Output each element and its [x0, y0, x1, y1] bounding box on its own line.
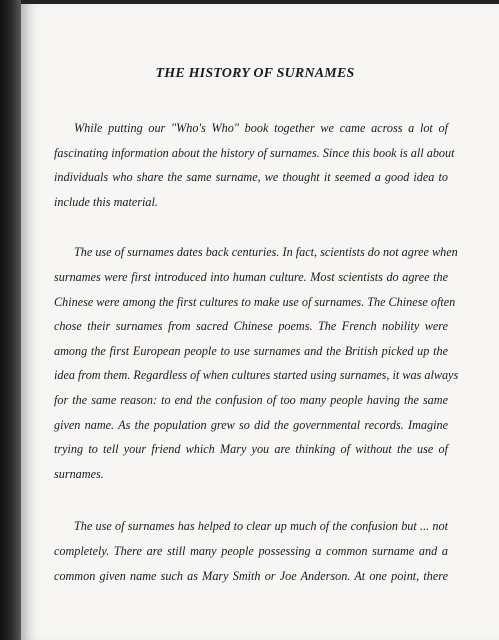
paragraph-2: [54, 240, 459, 486]
paragraph-line: fascinating information about the history of surnames. Since this book is all about: [54, 145, 455, 160]
paragraph-line: surnames were first introduced into human culture. Most scientists do agree the: [54, 269, 448, 284]
paragraph-1: [54, 116, 455, 214]
paragraph-gap: [54, 214, 448, 240]
paragraph-line: trying to tell your friend which Mary you are thinking of without the use of: [54, 442, 448, 457]
paragraph-line: chose their surnames from sacred Chinese poems. The French nobility were: [54, 319, 448, 334]
paragraph-line: completely. There are still many people possessing a common surname and a: [54, 543, 448, 558]
paragraph-line: individuals who share the same surname, we thought it seemed a good idea to: [54, 170, 448, 185]
paragraph-line: for the same reason: to end the confusion of too many people having the same: [54, 392, 448, 407]
paragraph-line: While putting our "Who's Who" book together we came across a lot of: [74, 121, 448, 135]
paragraph-line: The use of surnames has helped to clear up much of the confusion but ... not: [74, 519, 448, 534]
paragraph-3: [54, 514, 448, 588]
paragraph-line: Chinese were among the first cultures to make use of surnames. The Chinese often: [54, 294, 456, 309]
paragraph-line: common given name such as Mary Smith or Joe Anderson. At one point, there: [54, 568, 448, 583]
paragraph-line: among the first European people to use surnames and the British picked up the: [54, 343, 448, 358]
document-content: [54, 66, 459, 588]
page-title: THE HISTORY OF SURNAMES: [155, 66, 355, 81]
book-binding-edge: [0, 0, 21, 640]
paragraph-line: surnames.: [54, 466, 104, 481]
paragraph-line: The use of surnames dates back centuries. In fact, scientists do not agree when: [74, 245, 458, 260]
paragraph-line: idea from them. Regardless of when cultures started using surnames, it was always: [54, 368, 459, 383]
paragraph-gap: [54, 486, 448, 514]
paragraph-line: include this material.: [54, 194, 158, 209]
paragraph-line: given name. As the population grew so did the governmental records. Imagine: [54, 417, 448, 432]
